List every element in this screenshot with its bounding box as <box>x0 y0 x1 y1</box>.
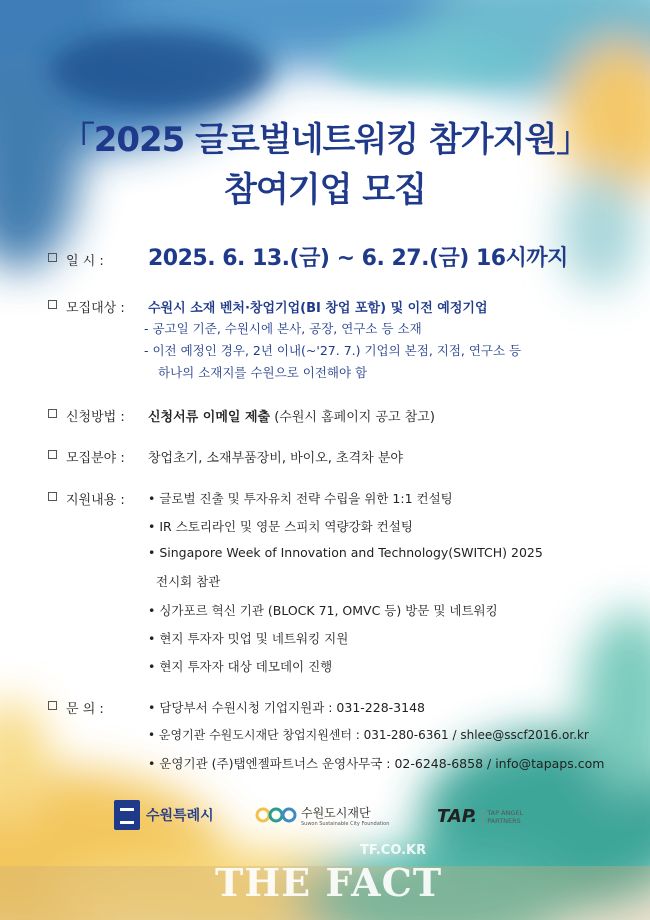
contact-item: • 운영기관 (주)탭엔젤파트너스 운영사무국 : 02-6248-6858 / info@tapaps.com <box>148 756 605 771</box>
checkbox-bullet-icon <box>48 450 57 459</box>
tap-logo-text: TAP. <box>437 806 478 827</box>
support-item: • 현지 투자자 대상 데모데이 진행 <box>148 659 333 674</box>
page-subtitle: 참여기업 모집 <box>224 170 426 210</box>
support-item: • 싱가포르 혁신 기관 (BLOCK 71, OMVC 등) 방문 및 네트워킹 <box>148 603 498 618</box>
support-item: • IR 스토리라인 및 영문 스피치 역량강화 컨설팅 <box>148 519 413 534</box>
schedule-value: 2025. 6. 13.(금) ~ 6. 27.(금) 16시까지 <box>148 246 568 271</box>
support-label: 지원내용 : <box>66 493 125 508</box>
checkbox-bullet-icon <box>48 409 57 418</box>
support-item: • Singapore Week of Innovation and Technology(SWITCH) 2025 <box>148 545 543 560</box>
suwon-emblem-icon <box>114 800 140 830</box>
suwon-city-logo <box>114 800 214 830</box>
contact-item: • 담당부서 수원시청 기업지원과 : 031-228-3148 <box>148 700 425 715</box>
method-main: 신청서류 이메일 제출 <box>148 410 271 425</box>
schedule-label: 일 시 : <box>66 254 104 269</box>
page-title: 「2025 글로벌네트워킹 참가지원」 <box>60 120 590 160</box>
checkbox-bullet-icon <box>48 701 57 710</box>
tap-angel-logo <box>437 806 523 827</box>
contact-label: 문 의 : <box>66 702 104 717</box>
tap-sub-2: PARTNERS <box>487 816 521 825</box>
target-main: 수원시 소재 벤처·창업기업(BI 창업 포함) 및 이전 예정기업 <box>148 301 488 316</box>
target-sub-2: - 이전 예정인 경우, 2년 이내(~'27. 7.) 기업의 본점, 지점, 연구소 등 <box>144 343 522 358</box>
checkbox-bullet-icon <box>48 300 57 309</box>
foundation-rings-icon <box>255 802 297 828</box>
contact-item: • 운영기관 수원도시재단 창업지원센터 : 031-280-6361 / shlee@sscf2016.or.kr <box>148 728 589 742</box>
suwon-foundation-logo <box>255 802 389 828</box>
method-note: (수원시 홈페이지 공고 참고) <box>270 410 435 425</box>
support-item: • 글로벌 진출 및 투자유치 전략 수립을 위한 1:1 컨설팅 <box>148 491 453 506</box>
logo-bar <box>0 800 650 850</box>
field-label: 모집분야 : <box>66 451 125 466</box>
foundation-name-en: Suwon Sustainable City Foundation <box>301 820 390 827</box>
target-sub-3: 하나의 소재지를 수원으로 이전해야 함 <box>158 365 368 380</box>
support-item: 전시회 참관 <box>156 574 221 589</box>
watermark-brand: THE FACT <box>215 860 443 905</box>
checkbox-bullet-icon <box>48 253 57 262</box>
support-item: • 현지 투자자 밋업 및 네트워킹 지원 <box>148 631 349 646</box>
target-sub-1: - 공고일 기준, 수원시에 본사, 공장, 연구소 등 소재 <box>144 321 422 336</box>
suwon-city-name: 수원특례시 <box>146 808 214 824</box>
tap-sub-1: TAP ANGEL <box>487 808 524 817</box>
checkbox-bullet-icon <box>48 492 57 501</box>
method-label: 신청방법 : <box>66 410 125 425</box>
field-value: 창업초기, 소재부품장비, 바이오, 초격차 분야 <box>148 451 403 466</box>
method-value <box>148 406 435 425</box>
foundation-name: 수원도시재단 <box>301 805 371 820</box>
target-label: 모집대상 : <box>66 301 125 316</box>
watermark-site: TF.CO.KR <box>360 843 427 858</box>
